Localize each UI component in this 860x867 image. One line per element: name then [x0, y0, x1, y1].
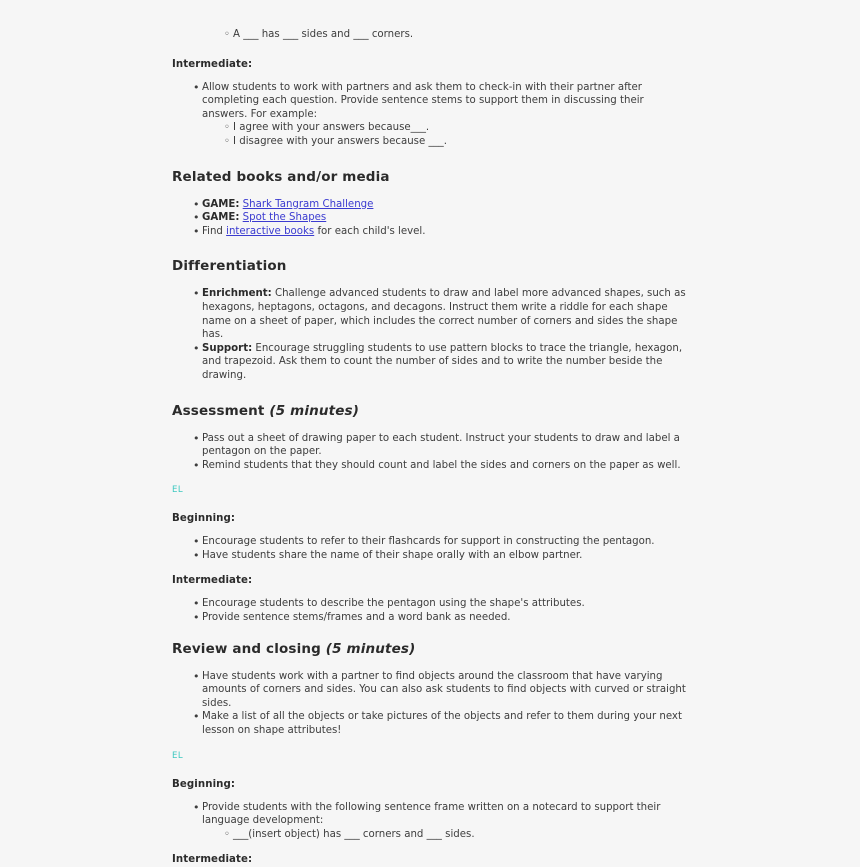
el-badge-review-closing: EL	[172, 750, 184, 761]
list-item	[172, 135, 690, 149]
assessment-beginning-bullet-2: • Have students share the name of their shape orally with an elbow partner.	[202, 549, 690, 563]
link-spot-the-shapes[interactable]: Spot the Shapes	[242, 212, 327, 224]
assessment-beginning-bullet-1: • Encourage students to refer to their flashcards for support in constructing the pentagon.	[202, 535, 690, 549]
intermediate-top-bullet-text: • Allow students to work with partners and ask them to check-in with their partner after completing each question. Provide sentence stems to support them in discussing their answers. For example:	[202, 81, 690, 122]
review-closing-heading	[172, 641, 690, 658]
sentence-stem-agree: ◦ I agree with your answers because___.	[233, 121, 690, 135]
game-label-1: GAME:	[202, 198, 240, 210]
list-item	[172, 801, 690, 828]
assessment-duration: (5 minutes)	[269, 402, 360, 419]
list-item	[172, 710, 690, 737]
find-trailing-text: for each child's level.	[314, 225, 426, 237]
review-closing-sentence-frame: ◦ ___(insert object) has ___ corners and ___ sides.	[233, 828, 690, 842]
sentence-stem-disagree: ◦ I disagree with your answers because ___.	[233, 135, 690, 149]
list-item	[172, 611, 690, 625]
intermediate-heading-top: Intermediate:	[172, 58, 253, 70]
link-interactive-books[interactable]: interactive books	[226, 225, 315, 237]
lesson-plan-content	[172, 28, 690, 867]
review-closing-duration: (5 minutes)	[325, 640, 416, 657]
assessment-heading-label: Assessment	[172, 402, 265, 419]
list-item	[172, 225, 690, 239]
support-label: Support:	[202, 342, 253, 354]
assessment-heading	[172, 403, 690, 420]
intermediate-top-bullets	[172, 81, 690, 122]
review-closing-bullets	[172, 670, 690, 738]
list-item	[172, 198, 690, 212]
review-closing-bullet-1: • Have students work with a partner to find objects around the classroom that have varying amounts of corners and sides. You can also ask students to find objects with curved or straight sides.	[202, 670, 690, 711]
list-item	[172, 287, 690, 341]
review-closing-beginning-sub-bullets	[172, 828, 690, 842]
assessment-bullets	[172, 432, 690, 473]
list-item	[172, 549, 690, 563]
related-media-heading: Related books and/or media	[172, 168, 390, 185]
review-closing-beginning-bullets	[172, 801, 690, 828]
assessment-intermediate-heading: Intermediate:	[172, 575, 253, 587]
review-closing-bullet-2: • Make a list of all the objects or take pictures of the objects and refer to them during your next lesson on shape attributes!	[202, 710, 690, 737]
assessment-intermediate-bullet-1: • Encourage students to describe the pentagon using the shape's attributes.	[202, 597, 690, 611]
list-item	[172, 597, 690, 611]
assessment-bullet-1: • Pass out a sheet of drawing paper to each student. Instruct your students to draw and label a pentagon on the paper.	[202, 432, 690, 459]
list-item	[172, 535, 690, 549]
enrichment-label: Enrichment:	[202, 288, 272, 300]
differentiation-heading: Differentiation	[172, 258, 287, 275]
list-item	[172, 81, 690, 122]
list-item	[172, 459, 690, 473]
related-media-list	[172, 198, 690, 239]
review-closing-beginning-heading: Beginning:	[172, 778, 236, 790]
link-shark-tangram-challenge[interactable]: Shark Tangram Challenge	[242, 198, 374, 210]
list-item	[172, 28, 690, 42]
review-closing-beginning-bullet: • Provide students with the following sentence frame written on a notecard to support their language development:	[202, 801, 690, 828]
assessment-beginning-heading: Beginning:	[172, 513, 236, 525]
intermediate-top-sub-bullets	[172, 121, 690, 148]
review-closing-intermediate-heading: Intermediate:	[172, 854, 253, 866]
list-item	[172, 432, 690, 459]
sentence-stem-text: ◦ A ___ has ___ sides and ___ corners.	[233, 28, 690, 42]
list-item	[172, 121, 690, 135]
assessment-intermediate-bullets	[172, 597, 690, 624]
review-closing-heading-label: Review and closing	[172, 640, 321, 657]
el-badge-assessment: EL	[172, 485, 184, 496]
assessment-bullet-2: • Remind students that they should count and label the sides and corners on the paper as well.	[202, 459, 690, 473]
list-item	[172, 211, 690, 225]
list-item	[172, 670, 690, 711]
top-sentence-stem-list	[172, 28, 690, 42]
find-lead-text: Find	[202, 225, 227, 237]
assessment-beginning-bullets	[172, 535, 690, 562]
list-item	[172, 342, 690, 383]
assessment-intermediate-bullet-2: • Provide sentence stems/frames and a word bank as needed.	[202, 611, 690, 625]
game-label-2: GAME:	[202, 212, 240, 224]
support-text: Encourage struggling students to use pattern blocks to trace the triangle, hexagon, and trapezoid. Ask them to count the number of sides and to write the number beside the drawing.	[202, 342, 683, 381]
list-item	[172, 828, 690, 842]
differentiation-list	[172, 287, 690, 382]
enrichment-text: Challenge advanced students to draw and label more advanced shapes, such as hexagons, heptagons, octagons, and decagons. Instruct them write a riddle for each shape name on a sheet of paper, which includes the correct number of corners and sides the shape has.	[202, 288, 686, 341]
